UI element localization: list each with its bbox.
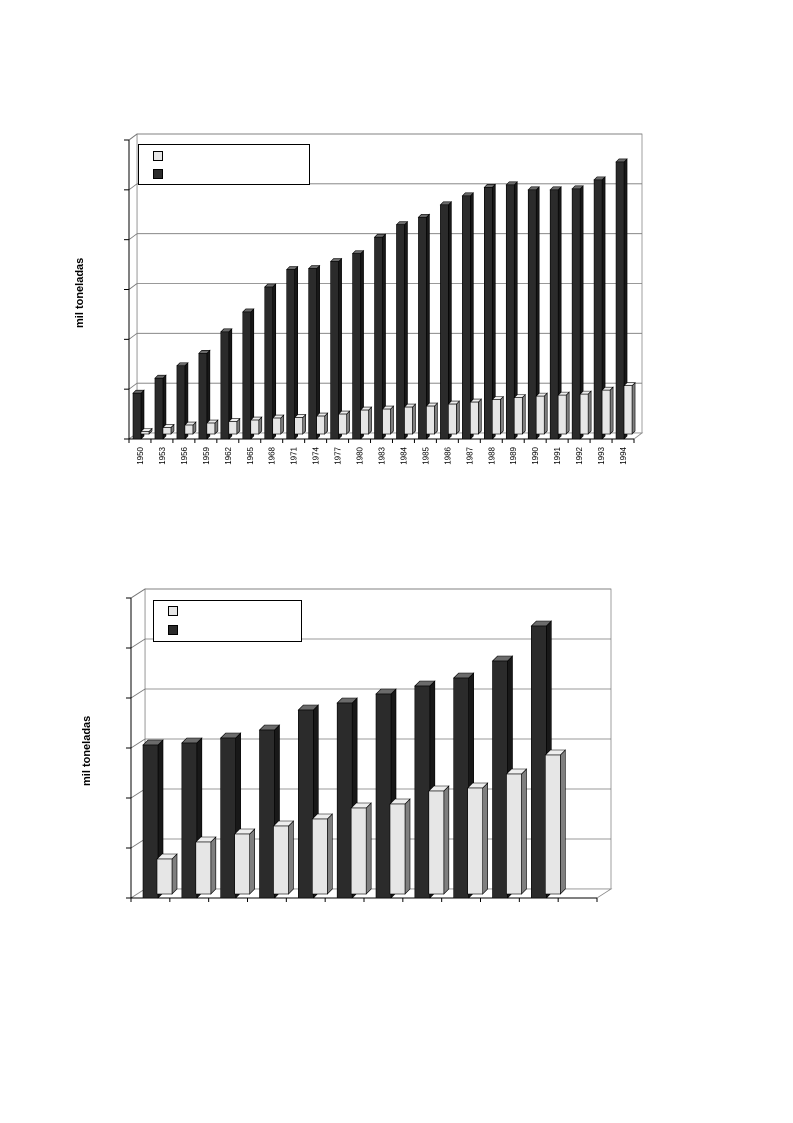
chart-1-legend-swatch-1: [153, 151, 163, 161]
chart-1-x-tick-label-20: 1991: [553, 447, 563, 465]
chart-1-x-tick-label-9: 1974: [311, 447, 321, 465]
chart-2-bar-s1-11: [545, 750, 565, 894]
chart-2-bar-s1-1: [157, 854, 177, 894]
chart-2-legend-item-1: [168, 606, 184, 616]
chart-1-x-tick-label-21: 1992: [575, 447, 585, 465]
chart-1-x-tick-label-4: 1959: [201, 447, 211, 465]
chart-2-bar-s1-4: [274, 821, 294, 894]
chart-2-legend: [153, 600, 302, 642]
chart-1-legend: [138, 144, 310, 185]
chart-1-x-tick-label-7: 1968: [267, 447, 277, 465]
chart-1-y-axis-label: mil toneladas: [74, 257, 86, 328]
chart-2-bar-s1-5: [312, 814, 332, 894]
chart-1-x-tick-label-19: 1990: [531, 447, 541, 465]
chart-1-legend-swatch-2: [153, 169, 163, 179]
chart-1-x-tick-label-22: 1993: [597, 447, 607, 465]
chart-1-x-tick-label-12: 1983: [377, 447, 387, 465]
chart-1-x-tick-label-3: 1956: [179, 447, 189, 465]
chart-2-bar-s1-9: [468, 783, 488, 894]
chart-2-y-axis-label: mil toneladas: [81, 715, 93, 786]
chart-1-x-tick-label-17: 1988: [487, 446, 497, 465]
chart-2-bar-s1-10: [507, 769, 527, 894]
chart-1-x-tick-label-1: 1950: [135, 447, 145, 465]
chart-1-legend-item-1: [153, 151, 169, 161]
chart-2-legend-swatch-1: [168, 606, 178, 616]
chart-1-x-tick-label-18: 1989: [509, 447, 519, 465]
chart-1-x-tick-label-5: 1962: [223, 447, 233, 465]
chart-2-legend-item-2: [168, 625, 184, 635]
chart-1-x-tick-label-15: 1986: [443, 447, 453, 465]
chart-1-x-tick-label-10: 1977: [333, 447, 343, 465]
chart-1-x-tick-label-2: 1953: [157, 447, 167, 465]
chart-2-bar-s1-2: [196, 837, 216, 894]
chart-1-x-tick-label-8: 1971: [289, 447, 299, 465]
chart-1-x-tick-label-11: 1980: [355, 447, 365, 465]
chart-1-x-tick-label-23: 1994: [619, 447, 629, 465]
chart-2-bar-s1-6: [351, 803, 371, 894]
chart-2-bar-s1-3: [235, 829, 255, 894]
chart-2-bar-s1-7: [390, 799, 410, 894]
chart-1-x-tick-label-16: 1987: [465, 447, 475, 465]
chart-1-x-tick-label-14: 1985: [421, 447, 431, 465]
chart-1-x-tick-label-13: 1984: [399, 447, 409, 465]
chart-2-legend-swatch-2: [168, 625, 178, 635]
chart-1-legend-item-2: [153, 169, 169, 179]
chart-2-bar-s1-8: [429, 786, 449, 894]
chart-1-x-tick-label-6: 1965: [245, 447, 255, 465]
